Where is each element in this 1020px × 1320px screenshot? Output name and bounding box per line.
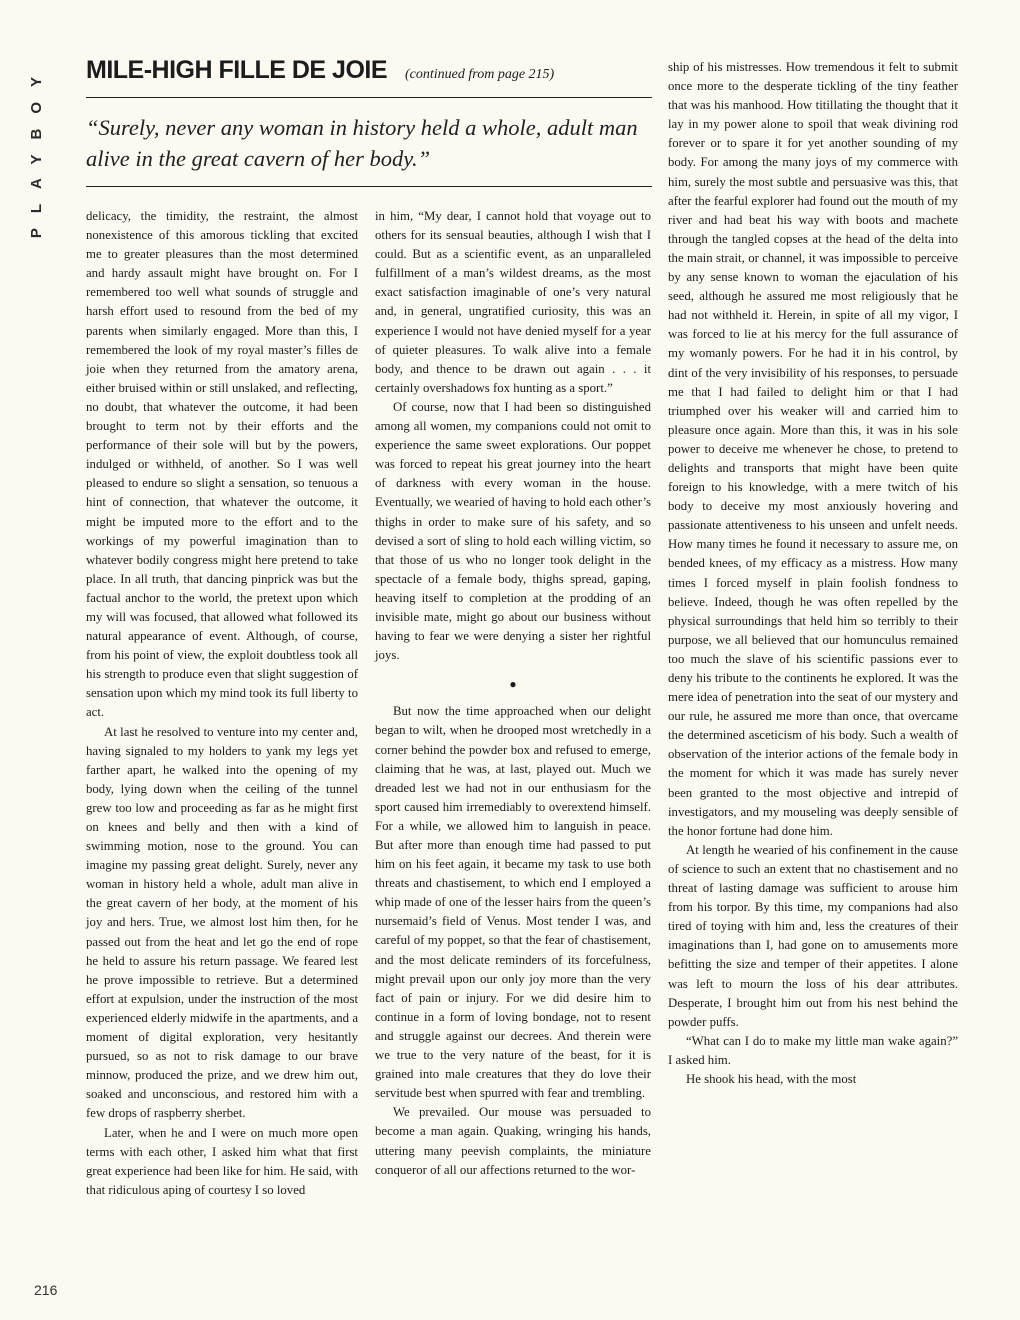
top-rule: [86, 97, 652, 98]
column-1: [86, 207, 358, 1200]
column-2: [375, 207, 651, 1180]
paragraph: “What can I do to make my little man wake again?” I asked him.: [668, 1033, 958, 1067]
column-3: [668, 58, 958, 1089]
paragraph: in him, “My dear, I cannot hold that voyage out to others for its sensual beauties, although I wish that I could. But as a scientific event, as an unparalleled fulfillment of a man’s wildest dreams, as the most exact satisfaction imaginable of one’s very natural and, in general, ungratified curiosity, this was an experience I would not have denied myself for a year of quieter pleasures. To walk alive into a female body, and thence to be drawn out again . . . it certainly overshadows fox hunting as a sport.”: [375, 209, 651, 395]
paragraph: At length he wearied of his confinement in the cause of science to such an extent that no chastisement and no threat of lasting damage was sufficient to arouse him from his torpor. By this time, my companions had also tired of toying with him and, less the creatures of their imaginations than I, had gone on to amusements more befitting the size and temper of their appetites. I alone was left to mourn the loss of his dear attributes. Desperate, I brought him out from his nest behind the powder puffs.: [668, 842, 958, 1029]
continued-note: (continued from page 215): [405, 67, 555, 82]
paragraph: He shook his head, with the most: [686, 1071, 857, 1086]
section-separator: ●: [509, 677, 517, 692]
paragraph: We prevailed. Our mouse was persuaded to become a man again. Quaking, wringing his hands, uttering many peevish complaints, the miniature conqueror of all our affections returned to the wor-: [375, 1105, 651, 1177]
paragraph: delicacy, the timidity, the restraint, the almost nonexistence of this amorous tickling that excited me to greater pleasures than the most determined and hardy assault might have brought on. For I remembered too well what sounds of struggle and harsh effort used to resound from the bed of my parents when similarly engaged. More than this, I remembered the look of my royal master’s filles de joie when they returned from the amatory arena, either bruised within or still unslaked, and reflecting, no doubt, that whatever the outcome, it had been brought to term not by their efforts and the performance of their sole will but by the powers, indulged or withheld, of another. So I was well pleased to endure so slight a sensation, so tenuous a hint of connection, that whatever the outcome, it might be imputed more to the effort and to the workings of my powerful imagination than to whatever bodily congress might here pretend to take place. In all truth, that dancing pinprick was but the factual anchor to the world, the pretext upon which my will was focused, that allowed what followed its natural appearance of event. Although, of course, from his point of view, the exploit doubtless took all his strength to produce even that slight suggestion of sensation upon which my mind took its full liberty to act.: [86, 209, 358, 720]
page-number: 216: [34, 1282, 58, 1298]
title-row: [86, 56, 652, 85]
paragraph: But now the time approached when our delight began to wilt, when he drooped most wretchedly in a corner behind the powder box and refused to emerge, claiming that he was, at last, played out. Much we dreaded lest we had not in our enthusiasm for the sport caused him irremediably to overextend himself. For a while, we allowed him to languish in peace. But after more than enough time had passed to put him on his feet again, it became my task to use both threats and chastisement, to which end I employed a whip made of one of the lesser hairs from the queen’s nursemaid’s field of Venus. Most tender I was, and careful of my poppet, so that the fear of chastisement, and the most delicate reminders of its forcefulness, might prevail upon our only joy more than the very fact of pain or injury. For we did desire him to continue in a form of loving bondage, not to resent and struggle against our decrees. And therein were we true to the very nature of the beast, for it is grained into male creatures that they do love their servitude best when spurred with fear and trembling.: [375, 704, 651, 1101]
paragraph: Later, when he and I were on much more open terms with each other, I asked him what that first great experience had been like for him. He said, with that ridiculous aping of courtesy I so loved: [86, 1125, 358, 1197]
bottom-rule: [86, 186, 652, 187]
paragraph: Of course, now that I had been so distinguished among all women, my companions could not omit to experience the same sweet explorations. Our poppet was forced to repeat his great journey into the heart of darkness with every woman in the house. Eventually, we wearied of having to hold each other’s thighs in order to make sure of his safety, and so devised a sort of sling to hold each willing victim, so that those of us who no longer took delight in the spectacle of a female body, thighs spread, gaping, heaving itself to completion at the prodding of an invisible mate, might go about our business without having to fear we were denying a sister her rightful joys.: [375, 399, 651, 663]
paragraph: ship of his mistresses. How tremendous it felt to submit once more to the desperate tickling of the tiny feather that was his manhood. How titillating the thought that it lay in my power alone to spoil that weak divining rod forever or to spare it for yet another sounding of my body. For among the many joys of my commerce with him, surely the most subtle and persuasive was this, that after the fearful explorer had found out the mouth of my river and had beat his way with boots and machete through the tangled copses at the head of the delta into the main strait, or channel, it was impossible to perceive by any sense known to woman the ejaculation of his seed, although he assured me most religiously that he had not withheld it. Herein, in spite of all my vigor, I was forced to lie at his mercy for the full assurance of my womanly powers. For he had it in his control, by dint of the very invisibility of his responses, to persuade me that I had failed to delight him or that I had triumphed over his weaker will and carried him to pleasure once again. More than this, it was in his sole power to deceive me whenever he chose, to pretend to delights and transports that might have been quite foreign to his knowledge, with a mere twitch of his body to deceive my most anxiously hovering and passionate attentiveness to his unseen and unfelt needs. How many times he found it necessary to assure me, on bended knees, of my efficacy as a mistress. How many times I forced myself in plain foolish fondness to believe. Indeed, though he was often repelled by the physical surroundings that held him so terribly to their purpose, we all believed that our homunculus remained too much the slave of his scientific passions ever to deny his tribute to the continents he explored. It was the mere idea of penetration into the seat of our mystery and our rule, he assured me more than once, that overcame the determined asceticism of his body. Such a wealth of observation of the interior actions of the female body in the moment for which it was made has surely never been granted to the most objective and intrepid of investigators, and my mouseling was deeply sensible of the honor fortune had done him.: [668, 60, 958, 838]
article-title: MILE-HIGH FILLE DE JOIE: [86, 56, 388, 84]
pull-quote: “Surely, never any woman in history held a whole, adult man alive in the great cavern of her body.”: [86, 115, 638, 171]
magazine-name: PLAYBOY: [28, 62, 45, 239]
article-header: [86, 56, 652, 187]
paragraph: At last he resolved to venture into my center and, having signaled to my holders to yank my legs yet farther apart, he walked into the opening of my body, lying down when the ceiling of the tunnel grew too low and proceeding as far as he might first on knees and belly and then with a kind of swimming motion, nose to the ground. You can imagine my passing great delight. Surely, never any woman in history held a whole, adult man alive in the great cavern of her body, at the moment of his joy and hers. True, we almost lost him then, for he passed out from the heat and let go the end of rope he held to assure his return passage. We feared lest he prove impossible to retrieve. But a determined effort at expulsion, under the instruction of the most experienced elderly midwife in the apartments, and a moment of digital exploration, very hesitantly pursued, so as not to risk damage to our brave minnow, produced the prize, and we drew him out, soaked and unconscious, and restored him with a few drops of raspberry sherbet.: [86, 724, 358, 1121]
